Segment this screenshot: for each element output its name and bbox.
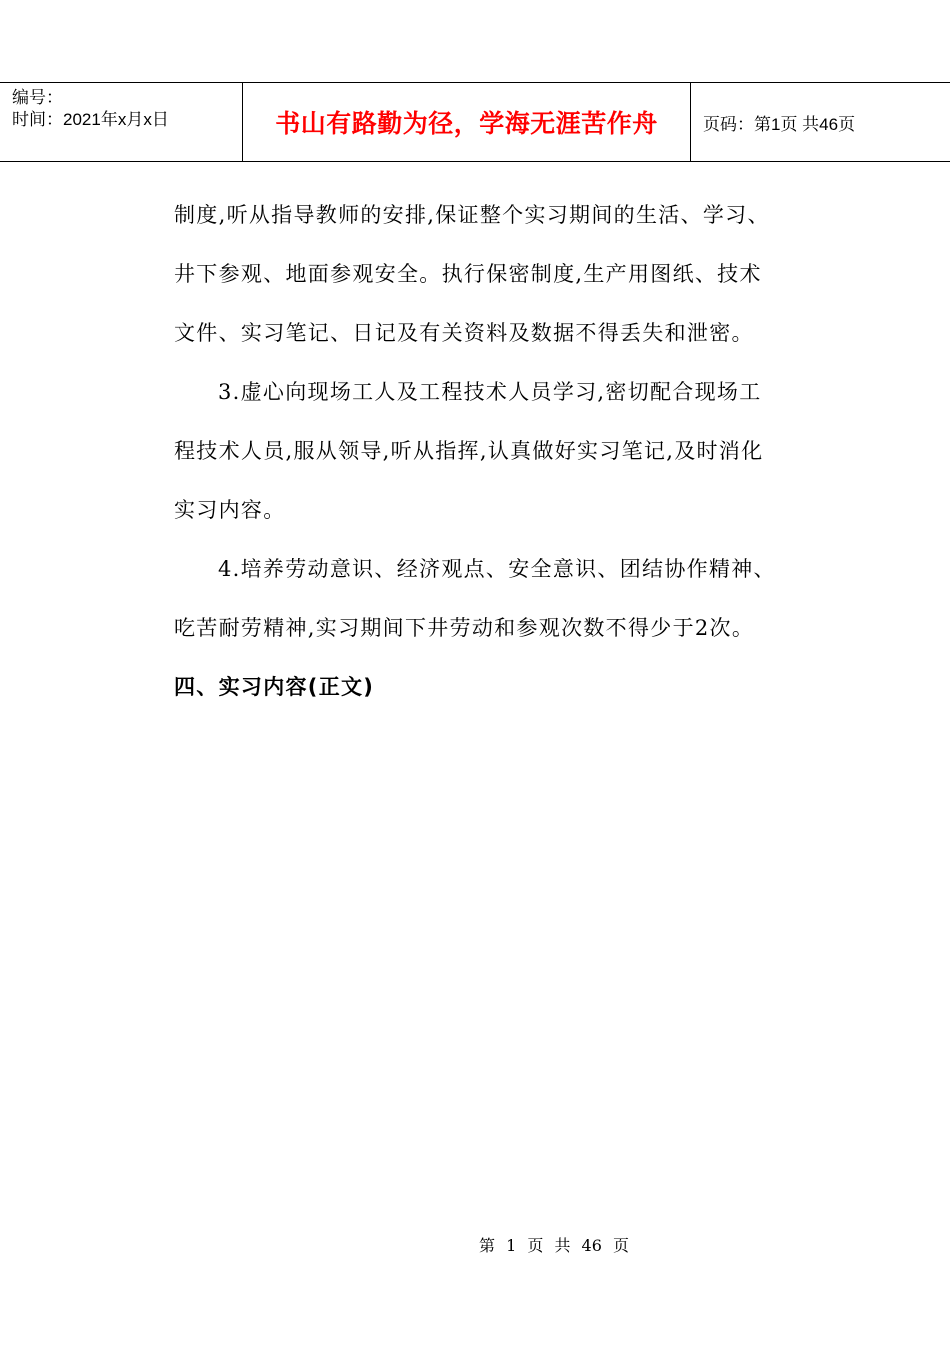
header-page-info: 页码：第1页 共46页 xyxy=(703,114,856,134)
page-footer xyxy=(0,1233,950,1256)
section-heading: 四、实习内容(正文) xyxy=(174,675,375,699)
footer-page-number: 第 1 页 共 46 页 xyxy=(479,1236,629,1255)
document-header xyxy=(0,82,950,162)
body-paragraph: 3.虚心向现场工人及工程技术人员学习,密切配合现场工程技术人员,服从领导,听从指挥,认真做好实习笔记,及时消化实习内容。 xyxy=(174,380,764,522)
body-paragraph: 4.培养劳动意识、经济观点、安全意识、团结协作精神、吃苦耐劳精神,实习期间下井劳动和参观次数不得少于2次。 xyxy=(174,557,776,640)
header-page-cell xyxy=(691,83,950,161)
document-time-label: 时间：2021年x月x日 xyxy=(12,110,169,129)
header-motto: 书山有路勤为径，学海无涯苦作舟 xyxy=(275,109,658,138)
document-body xyxy=(174,186,779,717)
document-number-label: 编号： xyxy=(12,88,63,107)
header-meta-cell xyxy=(0,83,243,161)
header-motto-cell xyxy=(243,83,691,161)
body-paragraph: 制度,听从指导教师的安排,保证整个实习期间的生活、学习、井下参观、地面参观安全。执行保密制度,生产用图纸、技术文件、实习笔记、日记及有关资料及数据不得丢失和泄密。 xyxy=(174,203,770,345)
